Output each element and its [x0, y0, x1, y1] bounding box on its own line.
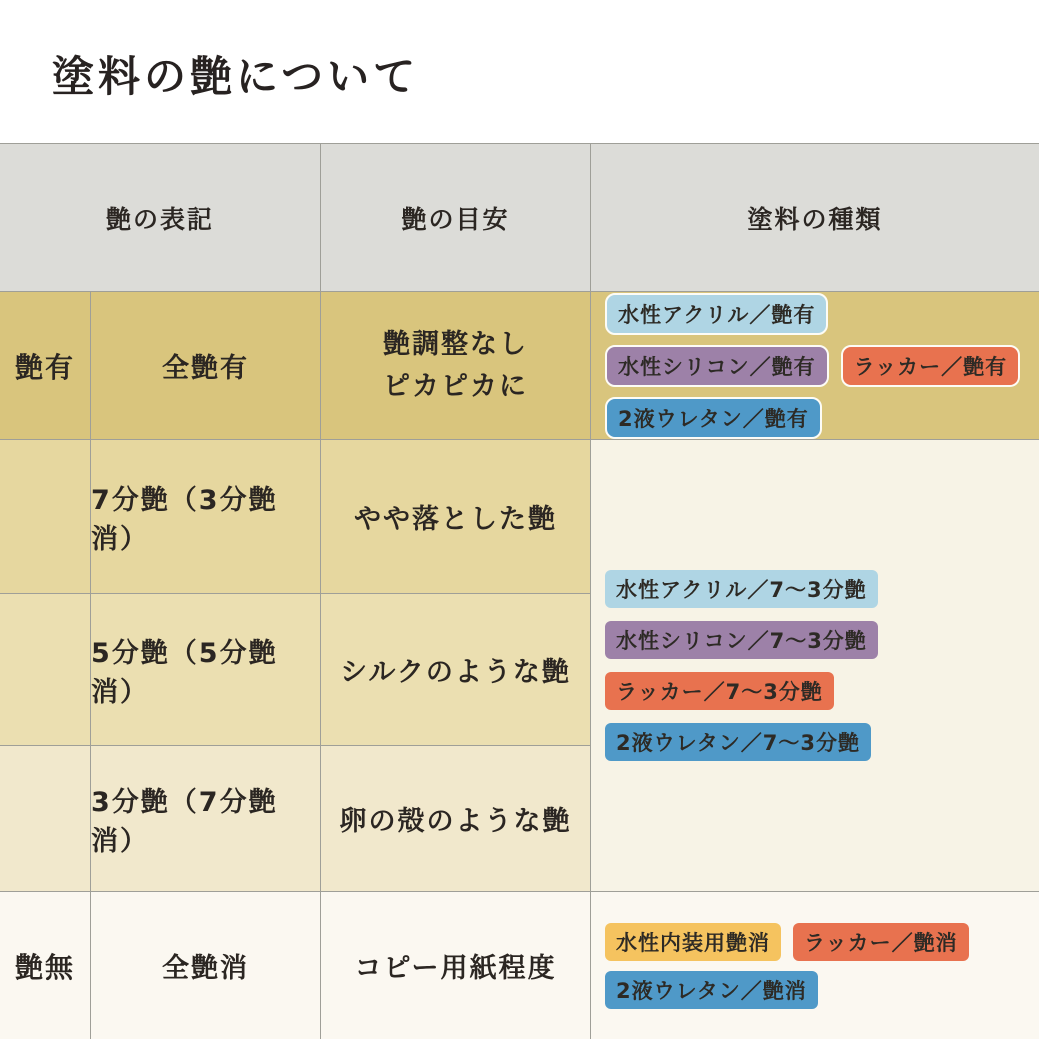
cell-gloss3-guide: 卵の殻のような艶 — [320, 745, 590, 891]
cell-glossy-guide — [320, 291, 590, 439]
paint-badge: 2液ウレタン／艶消 — [605, 971, 818, 1009]
cell-matte-category: 艶無 — [0, 891, 90, 1039]
paint-badge: 水性アクリル／艶有 — [605, 293, 828, 335]
paint-badge: 2液ウレタン／艶有 — [605, 397, 822, 439]
paint-badge: 水性アクリル／7〜3分艶 — [605, 570, 878, 608]
paint-badge: 水性内装用艶消 — [605, 923, 781, 961]
paint-badge: 2液ウレタン／7〜3分艶 — [605, 723, 871, 761]
paint-badge: ラッカー／艶消 — [793, 923, 969, 961]
paint-badge: ラッカー／艶有 — [841, 345, 1021, 387]
page-title: 塗料の艶について — [52, 52, 420, 101]
cell-gloss5-guide: シルクのような艶 — [320, 593, 590, 745]
guide-line: ピカピカに — [383, 370, 528, 402]
header-gloss-notation: 艶の表記 — [0, 143, 320, 291]
header-paint-types: 塗料の種類 — [590, 143, 1039, 291]
cell-gloss7-guide: やや落とした艶 — [320, 439, 590, 593]
gloss-table — [0, 143, 1039, 1039]
cell-gloss7-spacer — [0, 439, 90, 593]
cell-gloss5-notation: 5分艶（5分艶消） — [90, 593, 320, 745]
guide-line: 艶調整なし — [383, 328, 528, 360]
cell-semi-gloss-paints — [590, 439, 1039, 891]
cell-gloss3-spacer — [0, 745, 90, 891]
paint-badge: ラッカー／7〜3分艶 — [605, 672, 834, 710]
cell-matte-guide: コピー用紙程度 — [320, 891, 590, 1039]
cell-gloss3-notation: 3分艶（7分艶消） — [90, 745, 320, 891]
header-gloss-guide: 艶の目安 — [320, 143, 590, 291]
cell-glossy-category: 艶有 — [0, 291, 90, 439]
cell-glossy-paints — [590, 291, 1039, 439]
cell-matte-paints — [590, 891, 1039, 1039]
cell-gloss5-spacer — [0, 593, 90, 745]
paint-badge: 水性シリコン／7〜3分艶 — [605, 621, 878, 659]
cell-matte-notation: 全艶消 — [90, 891, 320, 1039]
cell-gloss7-notation: 7分艶（3分艶消） — [90, 439, 320, 593]
paint-badge: 水性シリコン／艶有 — [605, 345, 829, 387]
cell-glossy-notation: 全艶有 — [90, 291, 320, 439]
